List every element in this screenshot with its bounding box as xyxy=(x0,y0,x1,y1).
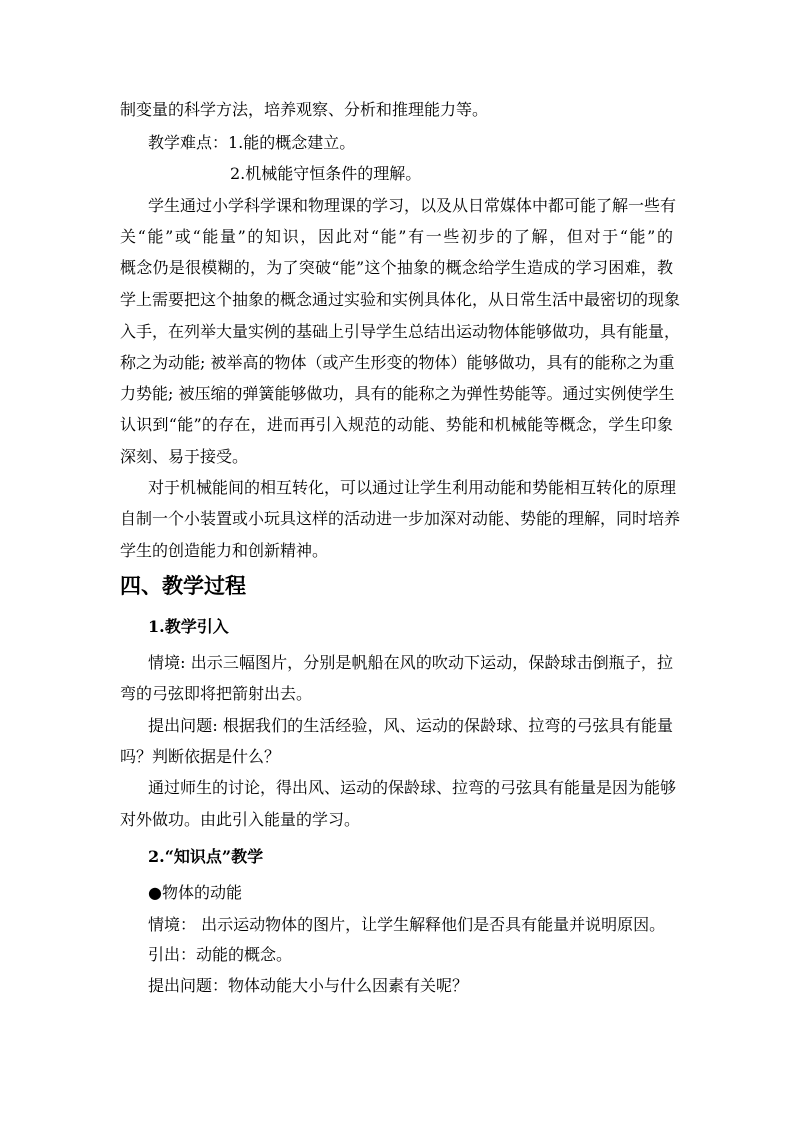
paragraph-line: 通过师生的讨论，得出风、运动的保龄球、拉弯的弓弦具有能量是因为能够 xyxy=(148,778,677,797)
paragraph-line: 情境： 出示运动物体的图片，让学生解释他们是否具有能量并说明原因。 xyxy=(148,915,666,934)
bullet-item: ●物体的动能 xyxy=(148,883,242,902)
paragraph-line: 入手，在列举大量实例的基础上引导学生总结出运动物体能够做功，具有能量， xyxy=(120,322,681,341)
paragraph-line: 关“能”或“能量”的知识，因此对“能”有一些初步的了解，但对于“能”的 xyxy=(120,227,673,246)
paragraph-line: 提出问题：物体动能大小与什么因素有关呢？ xyxy=(148,976,469,995)
paragraph-line: 对外做功。由此引入能量的学习。 xyxy=(120,810,361,829)
paragraph-line: 学生通过小学科学课和物理课的学习，以及从日常媒体中都可能了解一些有 xyxy=(148,196,677,215)
section-heading: 四、教学过程 xyxy=(120,573,246,598)
paragraph-line: 吗？判断依据是什么？ xyxy=(120,747,281,766)
paragraph-line: 弯的弓弦即将把箭射出去。 xyxy=(120,684,313,703)
paragraph-line: 制变量的科学方法，培养观察、分析和推理能力等。 xyxy=(120,100,489,119)
paragraph-line: 提出问题: 根据我们的生活经验，风、运动的保龄球、拉弯的弓弦具有能量 xyxy=(148,716,673,735)
paragraph-line: 称之为动能; 被举高的物体（或产生形变的物体）能够做功，具有的能称之为重 xyxy=(120,353,675,372)
subsection-heading: 1.教学引入 xyxy=(148,617,229,636)
paragraph-line: 对于机械能间的相互转化，可以通过让学生利用动能和势能相互转化的原理 xyxy=(148,478,677,497)
paragraph-line: 认识到“能”的存在，进而再引入规范的动能、势能和机械能等概念，学生印象 xyxy=(120,415,673,434)
teaching-difficulty-item: 2.机械能守恒条件的理解。 xyxy=(230,164,422,183)
teaching-difficulty-label: 教学难点：1.能的概念建立。 xyxy=(148,133,356,152)
subsection-heading: 2.“知识点”教学 xyxy=(148,847,264,866)
paragraph-line: 情境: 出示三幅图片，分别是帆船在风的吹动下运动，保龄球击倒瓶子，拉 xyxy=(148,653,673,672)
paragraph-line: 学上需要把这个抽象的概念通过实验和实例具体化，从日常生活中最密切的现象 xyxy=(120,290,681,309)
paragraph-line: 学生的创造能力和创新精神。 xyxy=(120,541,329,560)
paragraph-line: 深刻、易于接受。 xyxy=(120,447,249,466)
paragraph-line: 自制一个小装置或小玩具这样的活动进一步加深对动能、势能的理解，同时培养 xyxy=(120,509,681,528)
paragraph-line: 引出：动能的概念。 xyxy=(148,945,293,964)
paragraph-line: 力势能; 被压缩的弹簧能够做功，具有的能称之为弹性势能等。通过实例使学生 xyxy=(120,384,675,403)
paragraph-line: 概念仍是很模糊的，为了突破“能”这个抽象的概念给学生造成的学习困难，教 xyxy=(120,258,673,277)
